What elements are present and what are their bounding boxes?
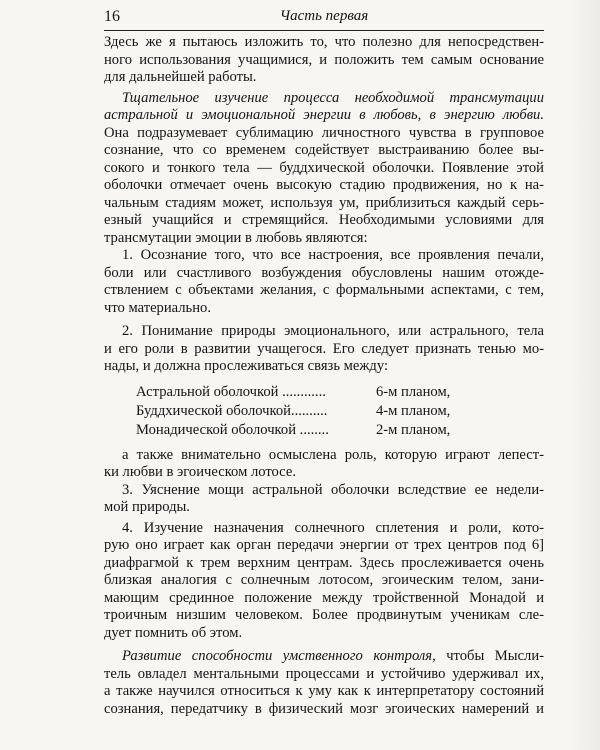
text-line: езный учащийся и стремящийся. Необходимыми условиями для [104,212,544,228]
text-line: 1. Осознание того, что все настроения, все проявления печали, [122,247,544,263]
italic-heading-text: астральной и эмоциональной энергии в любовь, в энергию любви. [104,107,544,123]
text-line: мой природы. [104,499,190,515]
text-line: трансмутации эмоции в любовь являются: [104,229,368,246]
italic-heading-text: Развитие способности умственного контроля [122,648,433,664]
text-line: оболочки отмечает очень высокую стадию продвижения, но к на- [104,177,544,193]
table-cell-plane: 4-м планом, [376,402,451,419]
text-line: боли или счастливого возбуждения обусловлены нашим отожде- [104,264,544,281]
text-line: нады, и должна прослеживаться связь между: [104,358,389,374]
text-line [104,648,544,666]
body-text [104,34,544,718]
text-line: рую оно играет как орган передачи энергии от трех центров под 6] [104,537,544,553]
italic-heading-text: Тщательное изучение процесса необходимой трансмутации [122,89,544,106]
text-line: дует помнить об этом. [104,624,243,641]
text-line: Она подразумевает сублимацию личностного чувства в групповое [104,124,544,141]
paragraph-transmutation [104,90,544,248]
text-line: сокого и тонкого тела — буддхической оболочки. Появление этой [104,159,544,176]
table-row [136,403,544,422]
text-line: Здесь же я пытаюсь изложить то, что полезно для непосредствен- [104,34,544,50]
page-edge-shadow [570,0,600,750]
text-line: близкая аналогия с солнечным лотосом, эгоическим телом, зани- [104,572,544,588]
table-cell-sheath: Астральной оболочкой ............ [136,383,326,400]
table-row [136,422,544,441]
text-line: мающим срединное положение между тройственной Монадой и [104,589,544,606]
text-line: тель овладел ментальными процессами и устойчиво удерживал их, [104,665,544,682]
page-header [104,6,544,31]
table-cell-sheath: Буддхической оболочкой.......... [136,402,328,419]
text-line: для дальнейшей работы. [104,69,257,85]
text-line: диафрагмой к трем верхним центрам. Здесь прослеживается очень [104,554,544,571]
text-line: чальным стадиям может, используя ум, приблизиться каждый серь- [104,194,544,211]
text-line [104,90,544,108]
text-line: 4. Изучение назначения солнечного сплетения и роли, кото- [122,519,544,536]
text-line [104,107,544,125]
table-row [136,384,544,403]
table-cell-sheath: Монадической оболочкой ........ [136,421,329,438]
text-line: ки любви в эгоическом лотосе. [104,464,296,480]
text-line: а также научился относиться к уму как к интерпретатору состояний [104,683,544,699]
text-line: троичным низшим человеком. Более продвинутым ученикам сле- [104,607,544,623]
running-title: Часть первая [279,8,369,24]
text-line: 3. Уяснение мощи астральной оболочки вследствие ее недели- [122,481,544,498]
page-number: 16 [104,8,120,25]
correspondence-table [136,384,544,441]
list-item-1 [104,247,544,317]
text-line: что материально. [104,299,211,316]
paragraph-after-table [104,447,544,482]
text-line: сознание, что со временем содействует выстраиванию более вы- [104,142,544,158]
text-line: ствлением с объектами желания, с формальными аспектами, с тем, [104,282,544,298]
table-cell-plane: 6-м планом, [376,383,451,400]
list-item-4 [104,520,544,643]
text-line: ного использования учащимися, и положить тем самым основание [104,51,544,68]
list-item-2 [104,323,544,376]
text-line: сознания, передатчику в физический мозг эгоических намерений и [104,700,544,717]
paragraph-intro [104,34,544,87]
list-item-3 [104,482,544,517]
text-line: а также внимательно осмыслена роль, которую играют лепест- [122,446,544,463]
text-fragment: , чтобы Мысли- [432,648,544,664]
text-line: 2. Понимание природы эмоционального, или астрального, тела [122,323,544,339]
table-cell-plane: 2-м планом, [376,421,451,438]
paragraph-mental-control [104,648,544,718]
text-line: и его роли в развитии учащегося. Его следует признать тенью мо- [104,340,544,357]
